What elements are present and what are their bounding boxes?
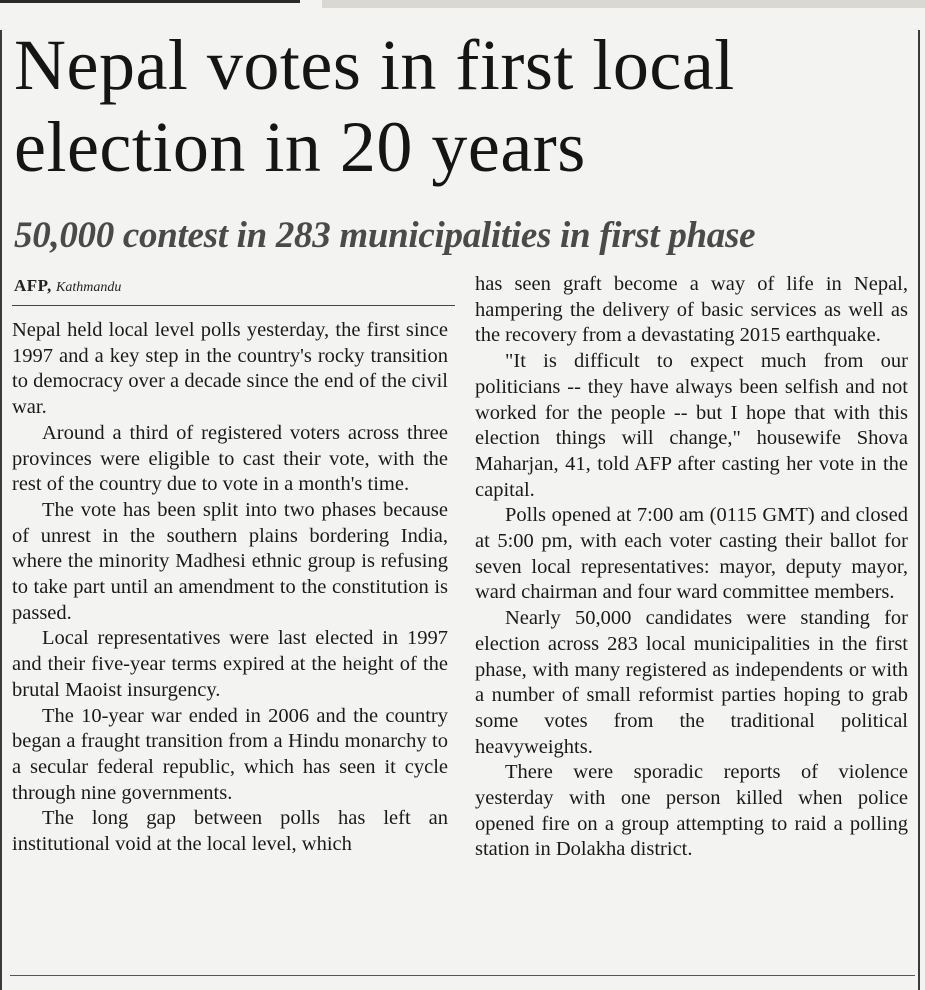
byline-location: Kathmandu (56, 280, 122, 295)
paragraph: Nearly 50,000 candidates were standing for election across 283 local municipalities in the first phase, with many registered as independents or with a number of small reformist parties hoping to grab some votes from the traditional political heavyweights. (475, 607, 908, 758)
article-headline: Nepal votes in first local election in 20 years (14, 25, 735, 187)
bottom-rule (10, 975, 915, 976)
byline-agency: AFP, (14, 276, 52, 295)
article-column-right (475, 272, 908, 863)
paragraph: Nepal held local level polls yesterday, the first since 1997 and a key step in the country's rocky transition to democracy over a decade since the end of the civil war. (12, 319, 448, 419)
paragraph: Around a third of registered voters across three provinces were eligible to cast their vote, with the rest of the country due to vote in a month's time. (12, 421, 448, 496)
paragraph: The long gap between polls has left an institutional void at the local level, which (12, 807, 448, 856)
paragraph: The 10-year war ended in 2006 and the country began a fraught transition from a Hindu monarchy to a secular federal republic, which has seen it cycle through nine governments. (12, 704, 448, 804)
byline (14, 276, 121, 298)
paragraph: "It is difficult to expect much from our politicians -- they have always been selfish and not worked for the people -- but I hope that with this election things will change," housewife Shova Maharjan, 41, told AFP after casting her vote in the capital. (475, 350, 908, 501)
article-column-left (12, 318, 448, 858)
byline-divider (12, 305, 455, 306)
paragraph-continued: has seen graft become a way of life in Nepal, hampering the delivery of basic services as well as the recovery from a devastating 2015 earthquake. (475, 273, 908, 347)
paragraph: There were sporadic reports of violence yesterday with one person killed when police opened fire on a group attempting to raid a polling station in Dolakha district. (475, 761, 908, 861)
paragraph: Local representatives were last elected in 1997 and their five-year terms expired at the height of the brutal Maoist insurgency. (12, 627, 448, 701)
paragraph: The vote has been split into two phases because of unrest in the southern plains bordering India, where the minority Madhesi ethnic group is refusing to take part until an amendment to the constitution is passed. (12, 498, 448, 624)
top-rule (0, 0, 300, 3)
left-border-rule (0, 30, 2, 990)
paragraph: Polls opened at 7:00 am (0115 GMT) and closed at 5:00 pm, with each voter casting their ballot for seven local representatives: mayor, deputy mayor, ward chairman and four ward committee members. (475, 504, 908, 604)
article-subheadline: 50,000 contest in 283 municipalities in first phase (14, 215, 756, 256)
right-border-rule (918, 30, 920, 990)
top-shade-bar (322, 0, 925, 8)
